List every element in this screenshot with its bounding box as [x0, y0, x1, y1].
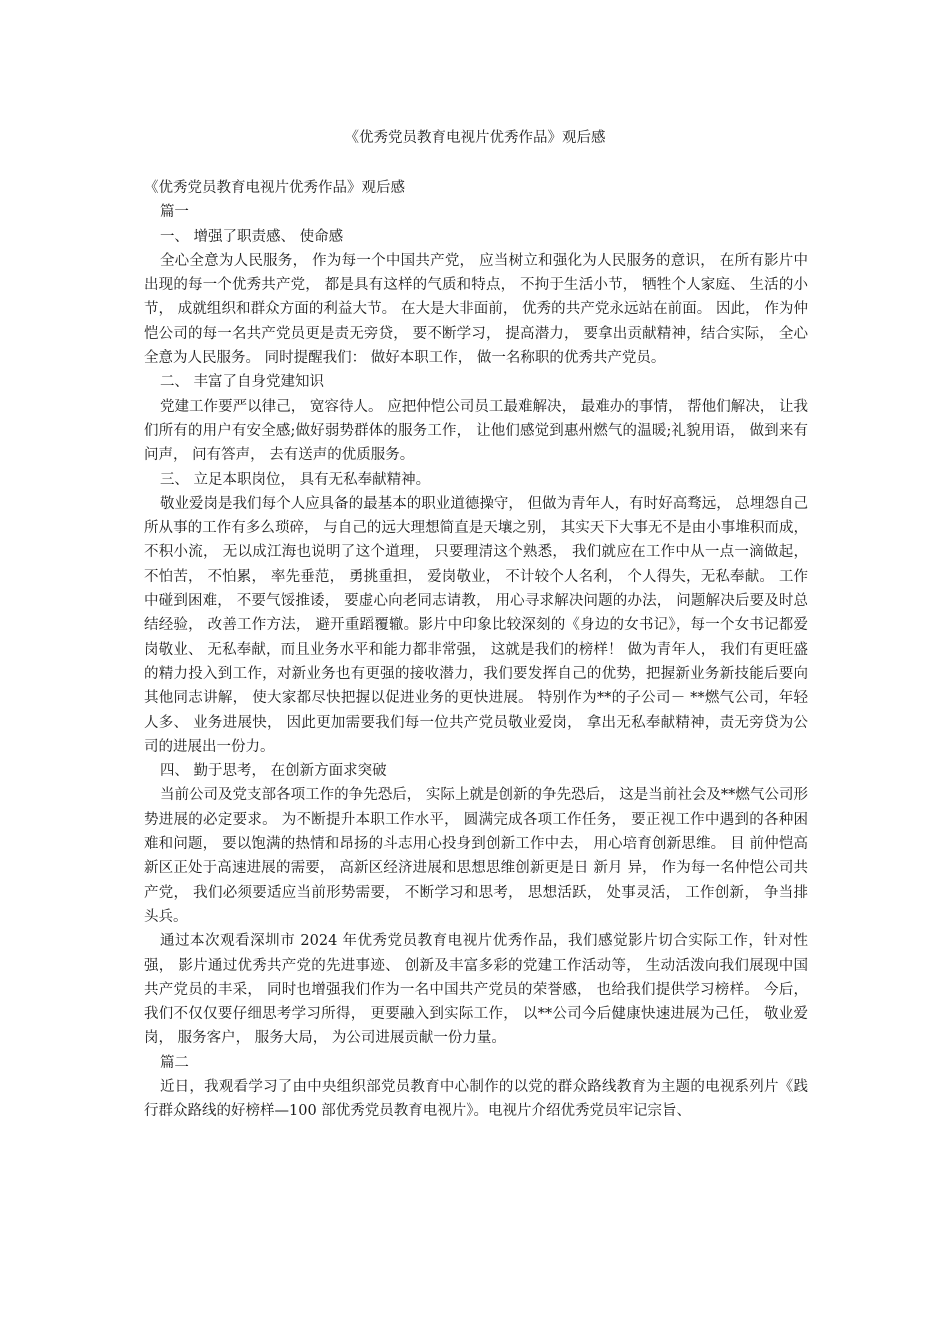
document-body: [144, 176, 808, 1124]
document-title: 《优秀党员教育电视片优秀作品》观后感: [344, 130, 606, 146]
section3-heading: 三、 立足本职岗位， 具有无私奉献精神。: [159, 471, 431, 488]
section4-heading: 四、 勤于思考， 在创新方面求突破: [159, 763, 387, 780]
summary-paragraph: 通过本次观看深圳市 2024 年优秀党员教育电视片优秀作品，我们感觉影片切合实际工作，针对性强， 影片通过优秀共产党的先进事迹、 创新及丰富多彩的党建工作活动等， 生动活泼向我们展现中国共产党员的丰采， 同时也增强我们作为一名中国共产党员的荣誉感， 也给我们提供学习榜样。 今后， 我们不仅仅要仔细思考学习所得， 更要融入到实际工作， 以**公司今后健康快速进展为己任， 敬业爱岗， 服务客户， 服务大局， 为公司进展贡献一份力量。: [144, 933, 808, 1047]
section1-paragraph: 全心全意为人民服务， 作为每一个中国共产党， 应当树立和强化为人民服务的意识， 在所有影片中出现的每一个优秀共产党， 都是具有这样的气质和特点， 不拘于生活小节， 牺牲个人家庭、 生活的小节， 成就组织和群众方面的利益大节。 在大是大非面前， 优秀的共产党永远站在前面。 因此， 作为仲恺公司的每一名共产党员更是责无旁贷， 要不断学习， 提高潜力， 要拿出贡献精神，结合实际， 全心全意为人民服务。 同时提醒我们： 做好本职工作， 做一名称职的优秀共产党员。: [144, 252, 808, 367]
section1-heading: 一、 增强了职责感、 使命感: [159, 228, 344, 245]
part2-paragraph: 近日，我观看学习了由中央组织部党员教育中心制作的以党的群众路线教育为主题的电视系列片《践行群众路线的好榜样—100 部优秀党员教育电视片》。电视片介绍优秀党员牢记宗旨、: [144, 1078, 808, 1120]
section3-paragraph: 敬业爱岗是我们每个人应具备的最基本的职业道德操守， 但做为青年人，有时好高骛远， 总埋怨自己所从事的工作有多么琐碎， 与自己的远大理想简直是天壤之别， 其实天下大事无不是由小事堆积而成， 不积小流， 无以成江海也说明了这个道理， 只要理清这个熟悉， 我们就应在工作中从一点一滴做起， 不怕苦， 不怕累， 率先垂范， 勇挑重担， 爱岗敬业， 不计较个人名利， 个人得失，无私奉献。 工作中碰到困难， 不要气馁推诿， 要虚心向老同志请教， 用心寻求解决问题的办法， 问题解决后要及时总结经验， 改善工作方法， 避开重蹈覆辙。影片中印象比较深刻的《身边的女书记》，每一个女书记都爱岗敬业、 无私奉献，而且业务水平和能力都非常强， 这就是我们的榜样！ 做为青年人， 我们有更旺盛的精力投入到工作，对新业务也有更强的接收潜力，我们要发挥自己的优势，把握新业务新技能后要向其他同志讲解， 使大家都尽快把握以促进业务的更快进展。 特别作为**的子公司－ **燃气公司，年轻人多、 业务进展快， 因此更加需要我们每一位共产党员敬业爱岗， 拿出无私奉献精神，责无旁贷为公司的进展出一份力。: [144, 495, 808, 755]
section4-paragraph: 当前公司及党支部各项工作的争先恐后， 实际上就是创新的争先恐后， 这是当前社会及**燃气公司形势进展的必定要求。 为不断提升本职工作水平， 圆满完成各项工作任务， 要正视工作中遇到的各种困难和问题， 要以饱满的热情和昂扬的斗志用心投身到创新工作中去， 用心培育创新思维。 目 前仲恺高新区正处于高速进展的需要， 高新区经济进展和思想思维创新更是日 新月 异， 作为每一名仲恺公司共产党， 我们必须要适应当前形势需要， 不断学习和思考， 思想活跃， 处事灵活， 工作创新， 争当排头兵。: [144, 787, 808, 925]
part1-label: 篇一: [159, 204, 189, 221]
section2-paragraph: 党建工作要严以律己， 宽容待人。 应把仲恺公司员工最难解决， 最难办的事情， 帮他们解决， 让我们所有的用户有安全感;做好弱势群体的服务工作， 让他们感觉到惠州燃气的温暖;礼貌用语， 做到来有问声， 问有答声， 去有送声的优质服务。: [144, 398, 808, 464]
document-subtitle: 《优秀党员教育电视片优秀作品》观后感: [144, 180, 405, 196]
part2-label: 篇二: [159, 1054, 189, 1071]
section2-heading: 二、 丰富了自身党建知识: [159, 374, 325, 391]
